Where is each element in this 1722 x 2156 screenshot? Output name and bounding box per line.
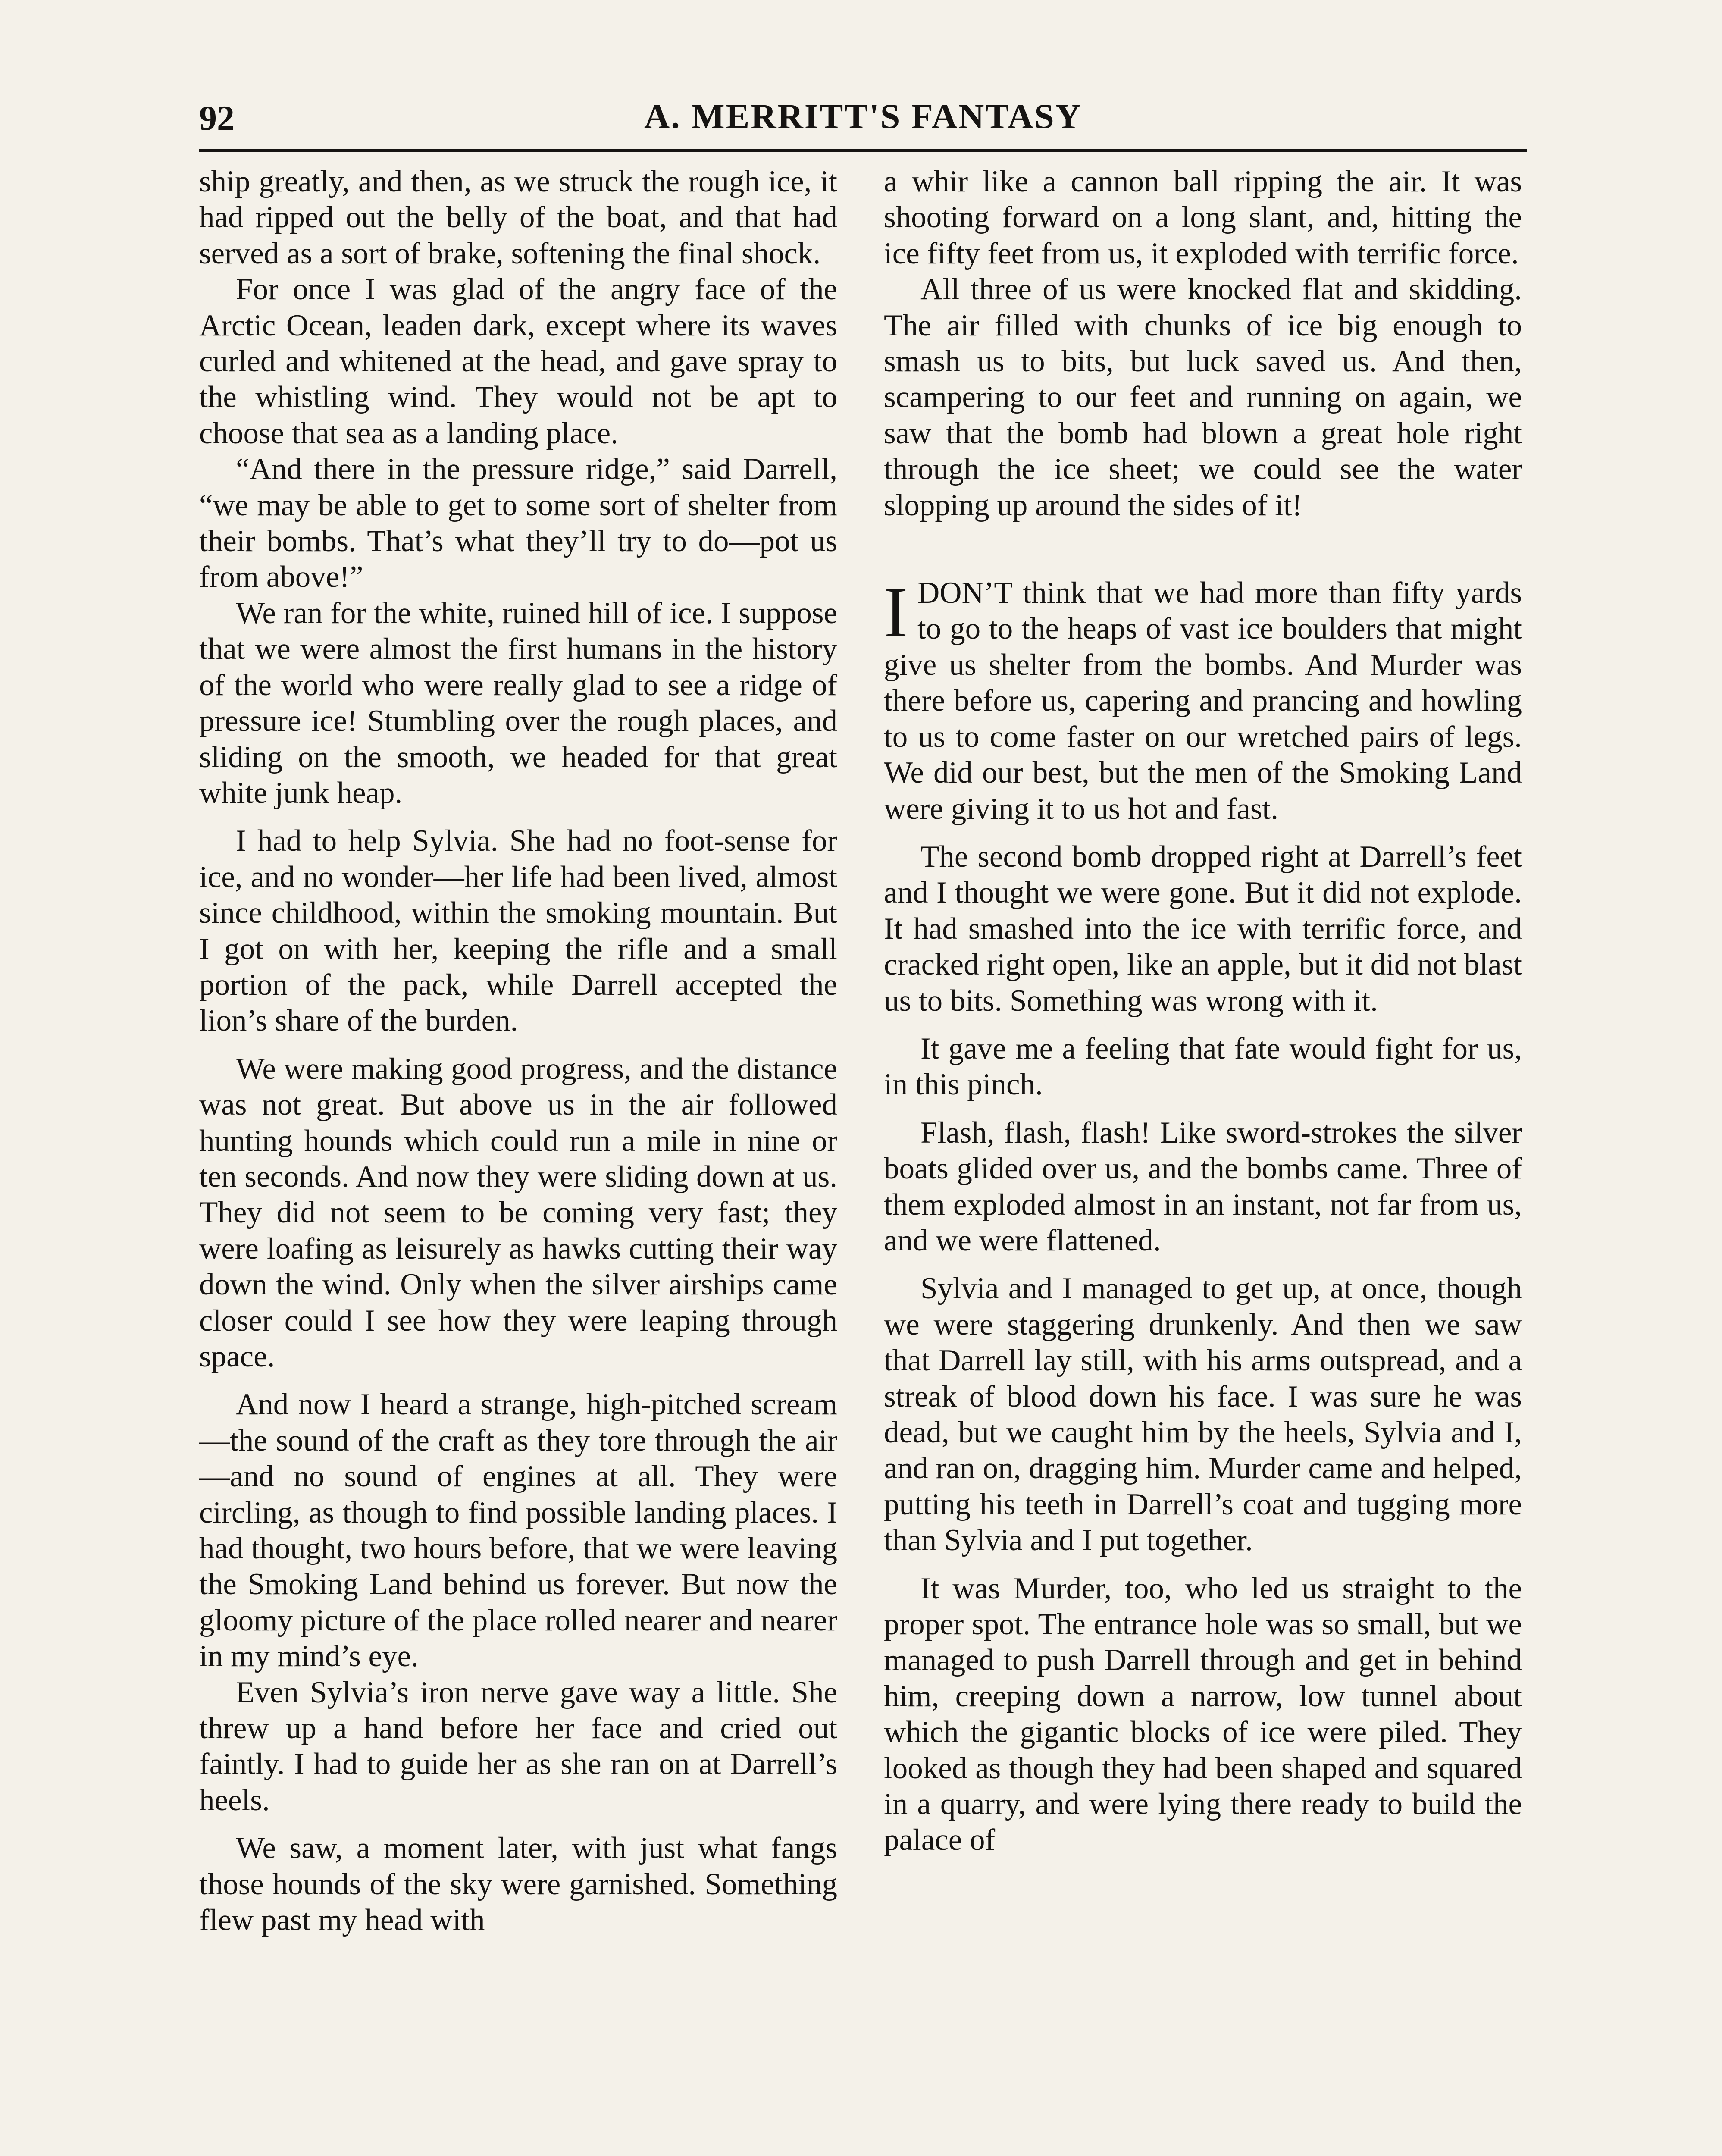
paragraph: I had to help Sylvia. She had no foot-sense for ice, and no wonder—her life had been lived, almost since childhood, within the smoking mountain. But I got on with her, keeping the rifle and a small portion of the pack, while Darrell accepted the lion’s share of the burden. [199,824,837,1038]
paragraph: We saw, a moment later, with just what fangs those hounds of the sky were garnished. Something flew past my head with [199,1831,837,1937]
paragraph: It gave me a feeling that fate would fight for us, in this pinch. [884,1031,1522,1102]
paragraph: “And there in the pressure ridge,” said Darrell, “we may be able to get to some sort of shelter from their bombs. That’s what they’ll try to do—pot us from above!” [199,452,837,594]
paragraph: All three of us were knocked flat and skidding. The air filled with chunks of ice big enough to smash us to bits, but luck saved us. And then, scampering to our feet and running on again, we saw that the bomb had blown a great hole right through the ice sheet; we could see the water slopping up around the sides of it! [884,273,1522,522]
paragraph: And now I heard a strange, high-pitched scream—the sound of the craft as they tore through the air—and no sound of engines at all. They were circling, as though to find possible landing places. I had thought, two hours before, that we were leaving the Smoking Land behind us forever. But now the gloomy picture of the place rolled nearer and nearer in my mind’s eye. [199,1388,837,1673]
paragraph: We ran for the white, ruined hill of ice. I suppose that we were almost the first humans in the history of the world who were really glad to see a ridge of pressure ice! Stumbling over the rough places, and sliding on the smooth, we headed for that great white junk heap. [199,596,837,810]
paragraph: It was Murder, too, who led us straight to the proper spot. The entrance hole was so small, but we managed to push Darrell through and get in behind him, creeping down a narrow, low tunnel about which the gigantic blocks of ice were piled. They looked as though they had been shaped and squared in a quarry, and were lying there ready to build the palace of [884,1571,1522,1857]
right-column [884,164,1522,1858]
paragraph: ship greatly, and then, as we struck the rough ice, it had ripped out the belly of the boat, and that had served as a sort of brake, softening the final shock. [199,165,837,270]
page-number: 92 [199,98,235,138]
paragraph: Sylvia and I managed to get up, at once, though we were staggering drunkenly. And then we saw that Darrell lay still, with his arms outspread, and a streak of blood down his face. I was sure he was dead, but we caught him by the heels, Sylvia and I, and ran on, dragging him. Murder came and helped, putting his teeth in Darrell’s coat and tugging more than Sylvia and I put together. [884,1272,1522,1557]
left-column [199,164,837,1939]
paragraph: Flash, flash, flash! Like sword-strokes the silver boats glided over us, and the bombs came. Three of them exploded almost in an instant, not far from us, and we were flattened. [884,1116,1522,1257]
paragraph: a whir like a cannon ball ripping the air. It was shooting forward on a long slant, and, hitting the ice fifty feet from us, it exploded with terrific force. [884,165,1522,270]
page-header [199,93,1527,152]
drop-cap: I [884,572,908,653]
section-opening-paragraph [884,572,1522,827]
running-title: A. MERRITT'S FANTASY [644,97,1082,136]
paragraph: For once I was glad of the angry face of the Arctic Ocean, leaden dark, except where its waves curled and whitened at the head, and gave spray to the whistling wind. They would not be apt to choose that sea as a landing place. [199,273,837,450]
section-opening-text: DON’T think that we had more than fifty yards to go to the heaps of vast ice boulders that might give us shelter from the bombs. And Murder was there before us, capering and prancing and howling to us to come faster on our wretched pairs of legs. We did our best, but the men of the Smoking Land were giving it to us hot and fast. [884,576,1522,826]
paragraph: We were making good progress, and the distance was not great. But above us in the air followed hunting hounds which could run a mile in nine or ten seconds. And now they were sliding down at us. They did not seem to be coming very fast; they were loafing as leisurely as hawks cutting their way down the wind. Only when the silver airships came closer could I see how they were leaping through space. [199,1052,837,1373]
paragraph: The second bomb dropped right at Darrell’s feet and I thought we were gone. But it did not explode. It had smashed into the ice with terrific force, and cracked right open, like an apple, but it did not blast us to bits. Something was wrong with it. [884,840,1522,1018]
paragraph: Even Sylvia’s iron nerve gave way a little. She threw up a hand before her face and cried out faintly. I had to guide her as she ran on at Darrell’s heels. [199,1675,837,1817]
